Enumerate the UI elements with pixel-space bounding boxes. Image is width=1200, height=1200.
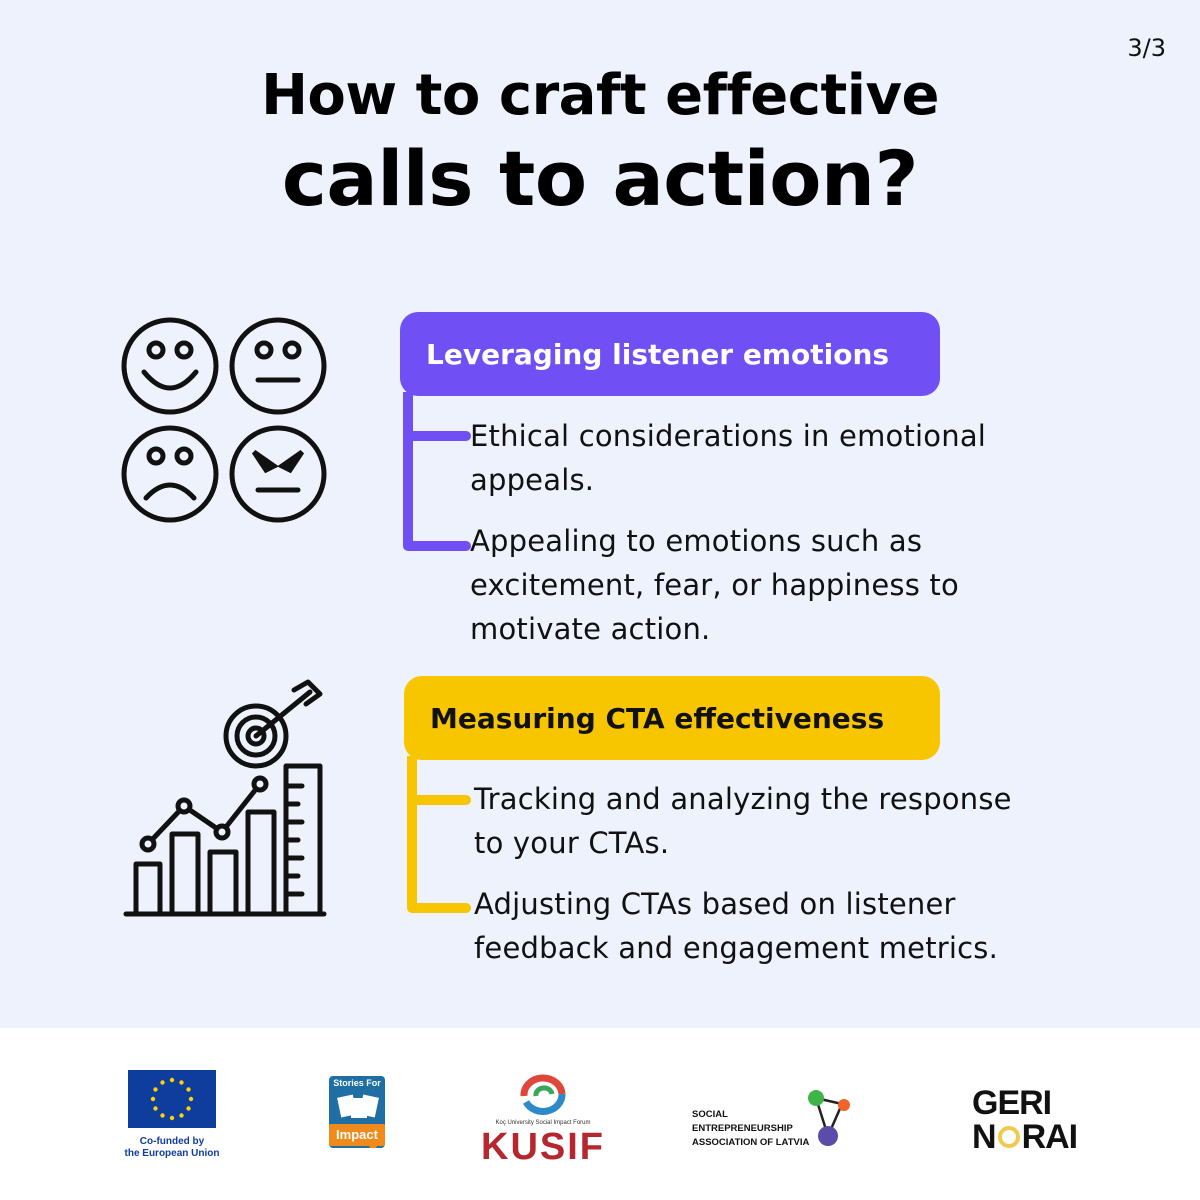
- kusif-caption: Koç University Social Impact Forum: [495, 1120, 591, 1126]
- stories-for-impact-impact: Impact: [329, 1124, 385, 1146]
- sea-latvia-network-icon: [802, 1086, 862, 1148]
- sea-latvia-text: SOCIAL ENTREPRENEURSHIP ASSOCIATION OF LATVIA: [692, 1109, 810, 1148]
- footer-logos: [0, 1028, 1200, 1200]
- halo-icon: [998, 1126, 1020, 1148]
- title-line-1: How to craft effective: [261, 63, 939, 128]
- eu-caption: Co-funded by the European Union: [124, 1136, 220, 1159]
- list-item: Ethical considerations in emotional appeals.: [470, 419, 987, 497]
- bracket-measuring: [404, 756, 476, 918]
- growth-chart-target-icon: [118, 678, 330, 920]
- kusif-wordmark: KUSIF: [481, 1126, 605, 1168]
- list-item: Adjusting CTAs based on listener feedback and engagement metrics.: [474, 887, 999, 965]
- stories-for-impact-text: Stories For: [333, 1078, 381, 1088]
- section-heading-measuring: [404, 676, 940, 760]
- list-item: Tracking and analyzing the response to your CTAs.: [474, 782, 1012, 860]
- page-title: [0, 62, 1200, 224]
- title-line-2: calls to action?: [281, 134, 919, 223]
- bracket-emotions: [400, 392, 472, 554]
- emotion-faces-icon: [118, 314, 332, 528]
- eu-flag-logo: [128, 1070, 216, 1128]
- list-item: Appealing to emotions such as excitement, fear, or happiness to motivate action.: [470, 524, 959, 646]
- page-indicator: 3/3: [1127, 34, 1166, 62]
- section-heading-emotions-label: Leveraging listener emotions: [426, 337, 890, 371]
- section-heading-emotions: [400, 312, 940, 396]
- section-heading-measuring-label: Measuring CTA effectiveness: [430, 701, 885, 735]
- geri-norai-logo: GERI N RAI: [972, 1084, 1078, 1156]
- kusif-swirl-logo: [516, 1072, 570, 1118]
